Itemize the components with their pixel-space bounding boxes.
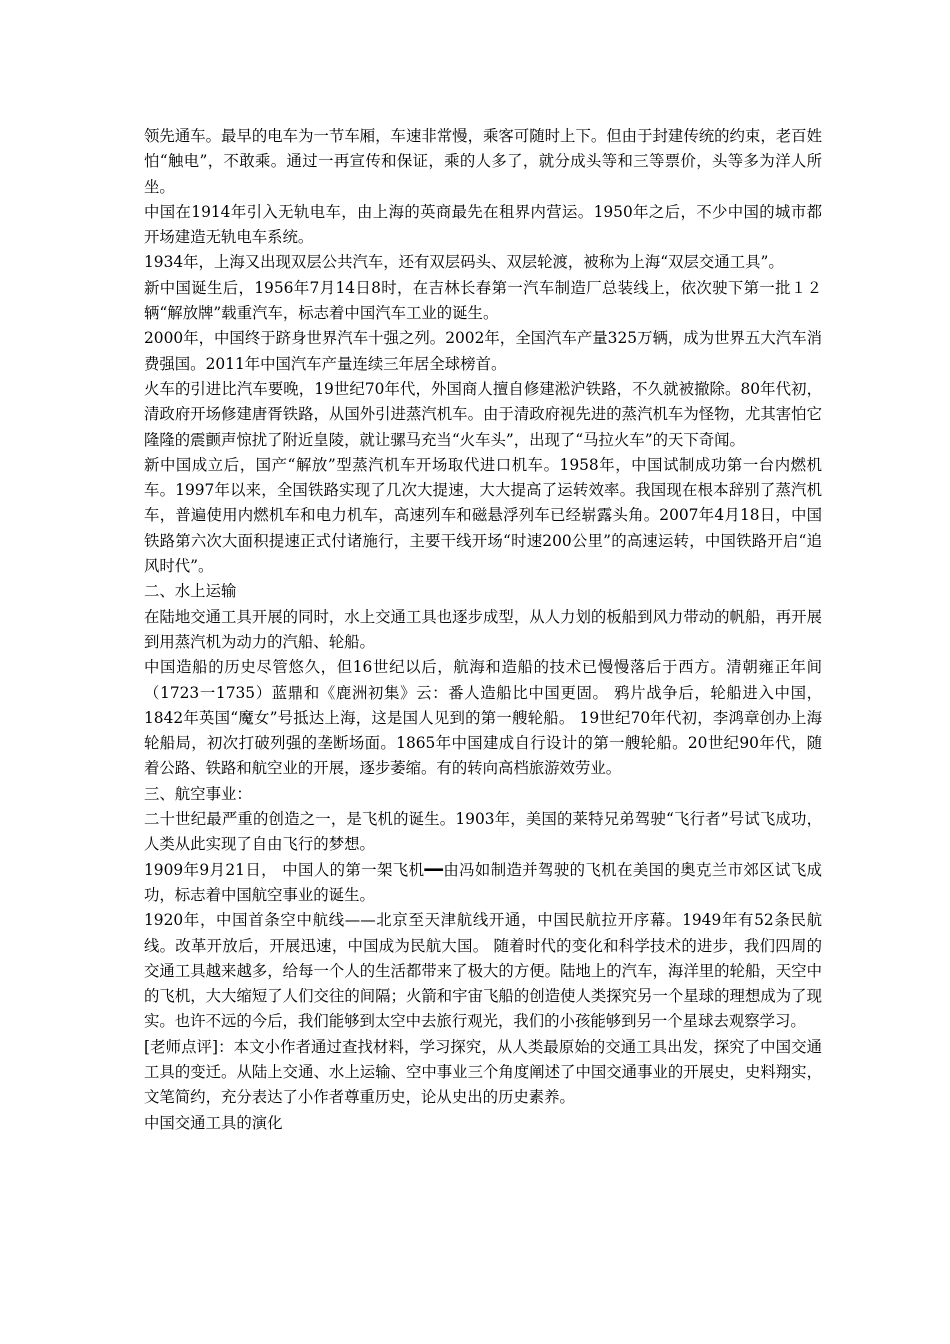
paragraph-shipbuilding: 中国造船的历史尽管悠久，但16世纪以后，航海和造船的技术已慢慢落后于西方。清朝雍正年间（1723一1735）蓝鼎和《鹿洲初集》云：番人造船比中国更固。 鸦片战争后，轮船进入中国，1842年英国“魔女”号抵达上海，这是国人见到的第一艘轮船。 19世纪70年代初，李鸿章创办上海轮船局，初次打破列强的垄断场面。1865年中国建成自行设计的第一艘轮船。20世纪90年代，随着公路、铁路和航空业的开展，逐步萎缩。有的转向高档旅游效劳业。 [144,658,822,778]
paragraph-railway-intro: 火车的引进比汽车要晚，19世纪70年代，外国商人擅自修建淞沪铁路，不久就被撤除。80年代初，清政府开场修建唐胥铁路，从国外引进蒸汽机车。由于清政府视先进的蒸汽机车为怪物，尤其害怕它隆隆的震颤声惊扰了附近皇陵，就让骡马充当“火车头”，出现了“马拉火车”的天下奇闻。 [144,379,822,449]
paragraph-civil-aviation: 1920年，中国首条空中航线——北京至天津航线开通，中国民航拉开序幕。1949年有52条民航线。改革开放后，开展迅速，中国成为民航大国。 随着时代的变化和科学技术的进步，我们四周的交通工具越来越多，给每一个人的生活都带来了极大的方便。陆地上的汽车，海洋里的轮船，天空中的飞机，大大缩短了人们交往的间隔；火箭和宇宙飞船的创造使人类探究另一个星球的理想成为了现实。也许不远的今后，我们能够到太空中去旅行观光，我们的小孩能够到另一个星球去观察学习。 [144,911,822,1031]
paragraph-auto-industry: 2000年，中国终于跻身世界汽车十强之列。2002年，全国汽车产量325万辆，成为世界五大汽车消费强国。2011年中国汽车产量连续三年居全球榜首。 [144,329,822,373]
paragraph-trolleybus: 中国在1914年引入无轨电车，由上海的英商最先在租界内营运。1950年之后，不少中国的城市都开场建造无轨电车系统。 [144,202,822,247]
section-heading-water-transport: 二、水上运输 [144,582,237,601]
paragraph-tram-history: 领先通车。最早的电车为一节车厢，车速非常慢，乘客可随时上下。但由于封建传统的约束，老百姓怕“触电”，不敢乘。通过一再宣传和保证，乘的人多了，就分成头等和三等票价，头等多为洋人所坐。 [144,127,822,196]
paragraph-teacher-comment: [老师点评]：本文小作者通过查找材料，学习探究，从人类最原始的交通工具出发，探究了中国交通工具的变迁。从陆上交通、水上运输、空中事业三个角度阐述了中国交通事业的开展史，史料翔实，文笔简约，充分表达了小作者尊重历史，论从史出的历史素养。 [144,1037,822,1107]
closing-title: 中国交通工具的演化 [144,1113,283,1132]
paragraph-first-trucks: 新中国诞生后，1956年7月14日8时，在吉林长春第一汽车制造厂总装线上，依次驶下第一批１２辆“解放牌”载重汽车，标志着中国汽车工业的诞生。 [144,278,822,323]
paragraph-railway-modern: 新中国成立后，国产“解放”型蒸汽机车开场取代进口机车。1958年，中国试制成功第一台内燃机车。1997年以来，全国铁路实现了几次大提速，大大提高了运转效率。我国现在根本辞别了蒸汽机车，普遍使用内燃机车和电力机车，高速列车和磁悬浮列车已经崭露头角。2007年4月18日，中国铁路第六次大面积提速正式付诸施行，主要干线开场“时速200公里”的高速运转，中国铁路开启“追风时代”。 [144,455,822,576]
paragraph-double-decker: 1934年，上海又出现双层公共汽车，还有双层码头、双层轮渡，被称为上海“双层交通工具”。 [144,253,784,272]
paragraph-airplane-invention: 二十世纪最严重的创造之一，是飞机的诞生。1903年，美国的莱特兄弟驾驶“飞行者”号试飞成功，人类从此实现了自由飞行的梦想。 [144,810,822,854]
paragraph-first-chinese-plane: 1909年9月21日， 中国人的第一架飞机━━由冯如制造并驾驶的飞机在美国的奥克兰市郊区试飞成功，标志着中国航空事业的诞生。 [144,860,822,904]
section-heading-aviation: 三、航空事业： [144,784,252,803]
paragraph-water-vehicles: 在陆地交通工具开展的同时，水上交通工具也逐步成型，从人力划的板船到风力带动的帆船，再开展到用蒸汽机为动力的汽船、轮船。 [144,607,822,651]
document-body [144,124,822,1136]
